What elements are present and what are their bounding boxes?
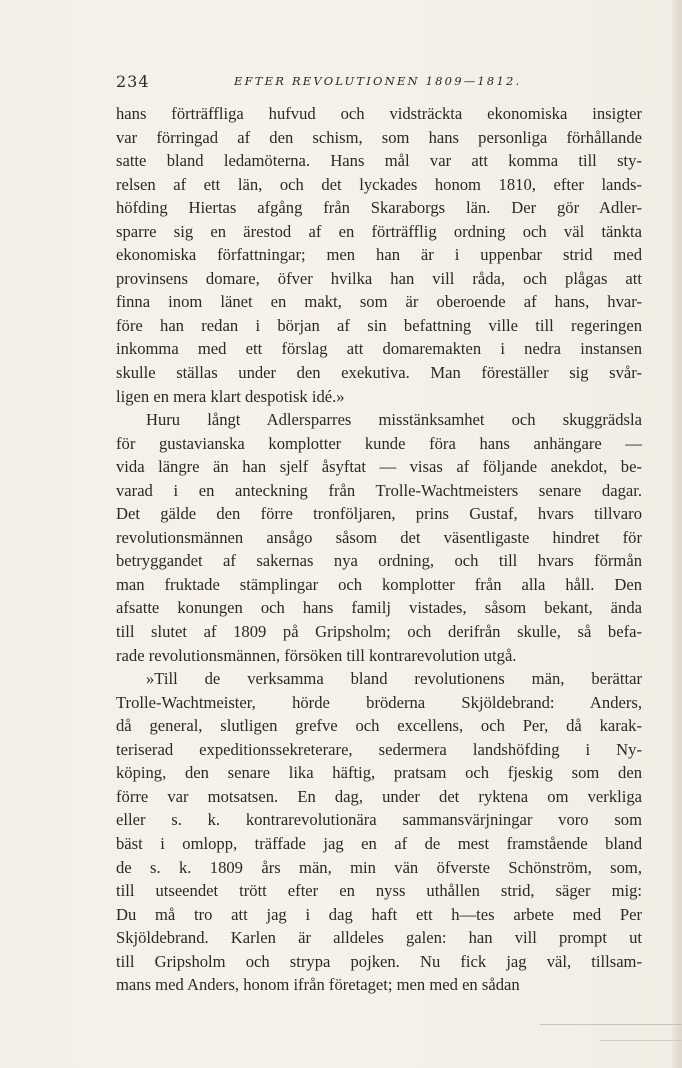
text-line: rade revolutionsmännen, försöken till kontrarevolution utgå. (116, 645, 517, 665)
text-line: satte bland ledamöterna. Hans mål var att komma till sty- (116, 151, 642, 171)
text-line: provinsens domare, öfver hvilka han vill råda, och plågas att (116, 268, 642, 288)
text-line: Det gälde den förre tronföljaren, prins Gustaf, hvars tillvaro (116, 504, 642, 524)
text-line: Huru långt Adlersparres misstänksamhet och skuggrädsla (146, 410, 642, 430)
text-line: finna inom länet en makt, som är oberoende af hans, hvar- (116, 292, 642, 312)
text-line: hans förträffliga hufvud och vidsträckta ekonomiska insigter (116, 104, 642, 123)
text-line: man fruktade stämplingar och komplotter från alla håll. Den (116, 574, 642, 594)
page-header (116, 70, 642, 94)
text-line: var förringad af den schism, som hans personliga förhållande (116, 127, 642, 147)
running-head: EFTER REVOLUTIONEN 1809—1812. (234, 74, 522, 88)
text-line: förre var motsatsen. En dag, under det ryktena om verkliga (116, 786, 642, 806)
text-line: för gustavianska komplotter kunde föra hans anhängare — (116, 433, 642, 453)
text-line: Du må tro att jag i dag haft ett h—tes arbete med Per (116, 904, 642, 924)
text-line: före han redan i början af sin befattning ville till regeringen (116, 315, 642, 335)
text-line: skulle ställas under den exekutiva. Man föreställer sig svår- (116, 363, 642, 383)
text-line: vida längre än han sjelf åsyftat — visas af följande anekdot, be- (116, 457, 642, 477)
text-line: bäst i omlopp, träffade jag en af de mest framstående bland (116, 833, 642, 853)
text-line: revolutionsmännen ansågo såsom det väsentligaste hindret för (116, 527, 642, 547)
text-line: varad i en anteckning från Trolle-Wachtmeisters senare dagar. (116, 480, 642, 500)
text-line: till slutet af 1809 på Gripsholm; och derifrån skulle, så befa- (116, 622, 642, 642)
page-edge-mark (540, 1024, 682, 1025)
page-edge-mark (600, 1040, 682, 1041)
text-line: ekonomiska författningar; men han är i uppenbar strid med (116, 245, 642, 265)
text-line: teriserad expeditionssekreterare, sedermera landshöfding i Ny- (116, 739, 642, 759)
text-line: köping, den senare lika häftig, pratsam och fjeskig som den (116, 763, 642, 783)
text-line: de s. k. 1809 års män, min vän öfverste Schönström, som, (116, 857, 642, 877)
paragraph (116, 667, 642, 997)
text-line: höfding Hiertas afgång från Skaraborgs län. Der gör Adler- (116, 198, 642, 218)
text-line: relsen af ett län, och det lyckades honom 1810, efter lands- (116, 174, 642, 194)
text-line: till Gripsholm och strypa pojken. Nu fick jag väl, tillsam- (116, 951, 642, 971)
text-line: då general, slutligen grefve och excellens, och Per, då karak- (116, 716, 642, 736)
text-line: Trolle-Wachtmeister, hörde bröderna Skjöldebrand: Anders, (116, 692, 642, 712)
text-line: till utseendet trött efter en nyss uthållen strid, säger mig: (116, 881, 642, 901)
text-line: »Till de verksamma bland revolutionens män, berättar (146, 669, 642, 689)
text-line: Skjöldebrand. Karlen är alldeles galen: han vill prompt ut (116, 928, 642, 948)
page-edge-shadow (672, 0, 682, 1068)
page-number: 234 (116, 72, 150, 91)
paragraph (116, 408, 642, 667)
paragraph (116, 102, 642, 408)
text-line: eller s. k. kontrarevolutionära sammansvärjningar voro som (116, 810, 642, 830)
text-line: betryggandet af sakernas nya ordning, och till hvars förmån (116, 551, 642, 571)
body-text (116, 102, 642, 997)
text-line: sparre sig en ärestod af en förträfflig ordning och väl tänkta (116, 221, 642, 241)
text-line: afsatte konungen och hans familj vistades, såsom bekant, ända (116, 598, 642, 618)
text-line: ligen en mera klart despotisk idé.» (116, 386, 345, 406)
text-line: inkomma med ett förslag att domaremakten i nedra instansen (116, 339, 642, 359)
text-line: mans med Anders, honom ifrån företaget; men med en sådan (116, 975, 520, 995)
